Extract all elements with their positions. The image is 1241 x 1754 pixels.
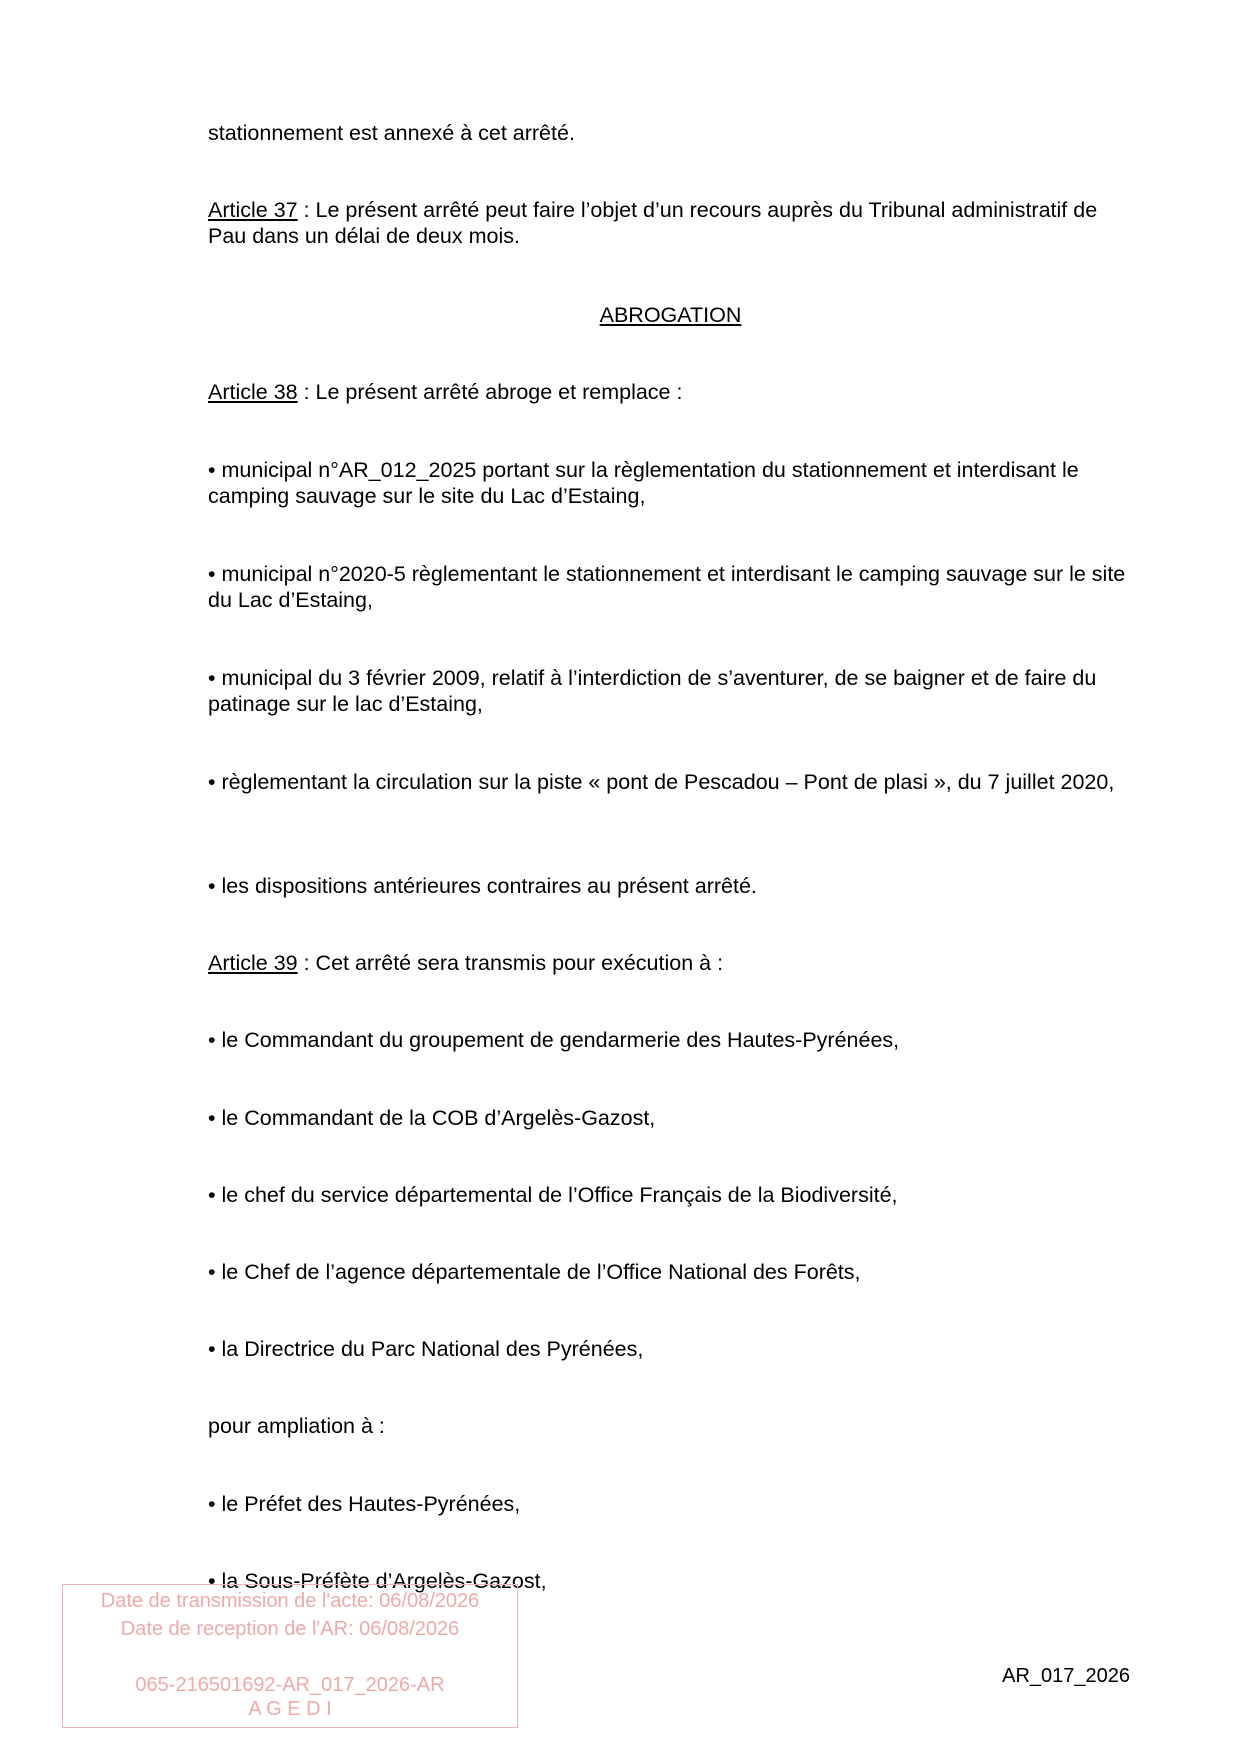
stamp-transmission-date: Date de transmission de l'acte: 06/08/2026 (100, 1590, 480, 1612)
stamp-agedi: A G E D I (248, 1698, 332, 1720)
transmission-stamp (62, 1584, 518, 1728)
list-item-execution-1: • le Commandant du groupement de gendarmerie des Hautes-Pyrénées, (208, 1028, 900, 1052)
stamp-reception-date: Date de reception de l'AR: 06/08/2026 (120, 1618, 460, 1640)
article-39-label: Article 39 (208, 951, 298, 975)
list-item-abrogation-2: • municipal n°2020-5 règlementant le stationnement et interdisant le camping sauvage sur le site du Lac d’Estaing, (208, 562, 1126, 612)
stamp-act-id: 065-216501692-AR_017_2026-AR (135, 1674, 445, 1696)
list-item-abrogation-4: • règlementant la circulation sur la piste « pont de Pescadou – Pont de plasi », du 7 juillet 2020, (208, 770, 1115, 794)
article-38-text: : Le présent arrêté abroge et remplace : (297, 380, 683, 404)
list-item-abrogation-3: • municipal du 3 février 2009, relatif à l’interdiction de s’aventurer, de se baigner et de faire du patinage sur le lac d’Estaing, (208, 666, 1097, 716)
article-38 (208, 379, 1133, 405)
article-39-text: : Cet arrêté sera transmis pour exécution à : (297, 951, 724, 975)
section-heading-abrogation: ABROGATION (599, 303, 742, 327)
document-reference: AR_017_2026 (1002, 1665, 1130, 1687)
list-item-ampliation-1: • le Préfet des Hautes-Pyrénées, (208, 1492, 521, 1516)
list-item-execution-2: • le Commandant de la COB d’Argelès-Gazost, (208, 1106, 656, 1130)
list-item-execution-3: • le chef du service départemental de l’Office Français de la Biodiversité, (208, 1183, 898, 1207)
list-item-abrogation-1: • municipal n°AR_012_2025 portant sur la règlementation du stationnement et interdisant le camping sauvage sur le site du Lac d’Estaing, (208, 458, 1079, 508)
list-item-execution-4: • le Chef de l’agence départementale de l’Office National des Forêts, (208, 1260, 861, 1284)
paragraph-continuation: stationnement est annexé à cet arrêté. (208, 121, 575, 145)
list-item-execution-5: • la Directrice du Parc National des Pyrénées, (208, 1337, 644, 1361)
list-item-abrogation-5: • les dispositions antérieures contraires au présent arrêté. (208, 874, 757, 898)
article-37-text: : Le présent arrêté peut faire l’objet d’un recours auprès du Tribunal administratif de Pau dans un délai de deux mois. (208, 198, 1098, 248)
list-item-ampliation-2: • la Sous-Préfète d’Argelès-Gazost, (208, 1569, 547, 1593)
paragraph-ampliation: pour ampliation à : (208, 1414, 385, 1438)
article-37-label: Article 37 (208, 198, 298, 222)
article-37 (208, 197, 1133, 249)
article-38-label: Article 38 (208, 380, 298, 404)
article-39 (208, 950, 1133, 976)
